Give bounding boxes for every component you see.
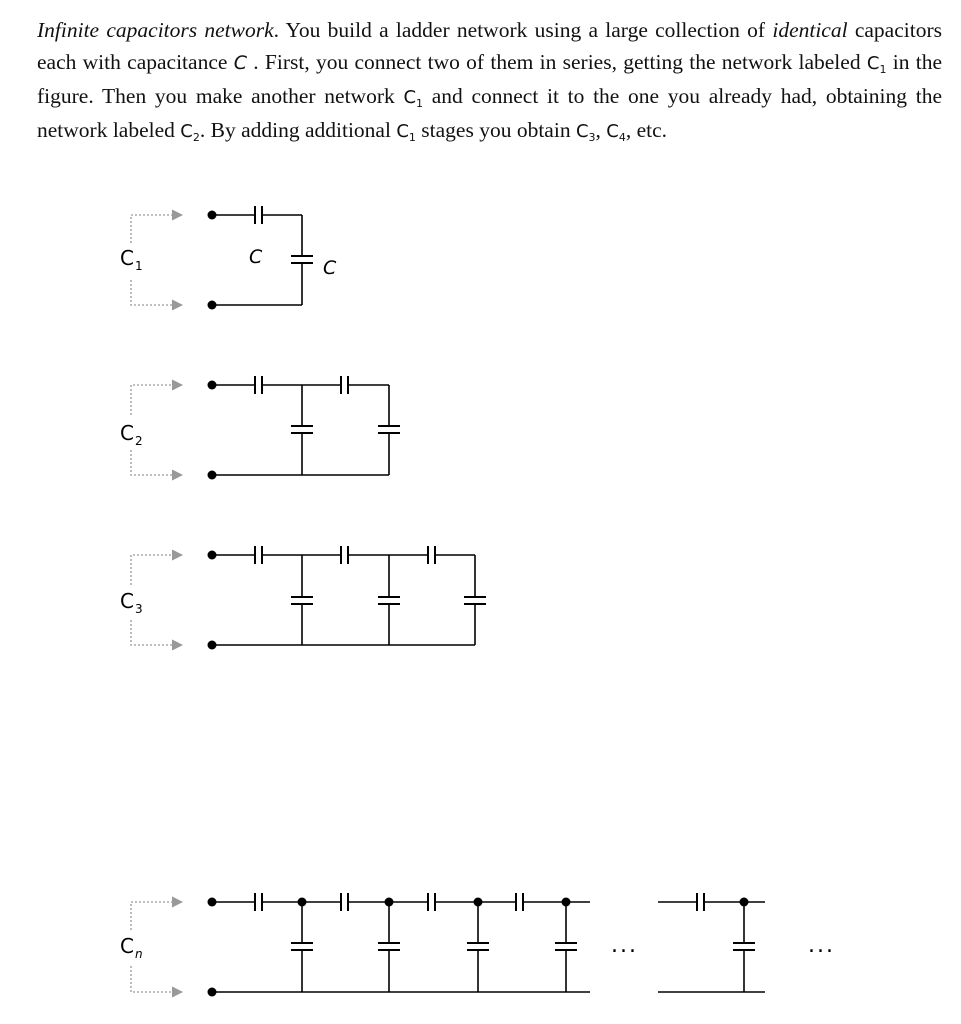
label-c1: $C_1$ (120, 246, 143, 273)
problem-title: Infinite capacitors network (37, 18, 274, 42)
ellipsis-end: ... (808, 933, 835, 958)
problem-statement: Infinite capacitors network. You build a ladder network using a large collection of identical capacitors each with capacitance C . First, you connect two of them in series, getting the network labeled $C_1$ in the figure. Then you make another network $C_1$ and connect it to the one you already had, obtaining the network labeled $C_2$. By adding additional $C_1$ stages you obtain $C_3$, $C_4$, etc. (37, 18, 943, 144)
cap-label-series: C (249, 246, 263, 268)
label-cn: $C_n$ (120, 934, 143, 961)
label-c3: $C_3$ (120, 589, 143, 616)
label-c2: $C_2$ (120, 421, 143, 448)
network-c1 (120, 206, 337, 310)
network-c3 (120, 546, 486, 650)
network-cn (120, 893, 835, 997)
bracket-c3 (131, 555, 182, 645)
cap-label-shunt: C (323, 257, 337, 279)
bracket-c2 (131, 385, 182, 475)
network-c2 (120, 376, 400, 480)
ellipsis-middle: ... (611, 933, 638, 958)
